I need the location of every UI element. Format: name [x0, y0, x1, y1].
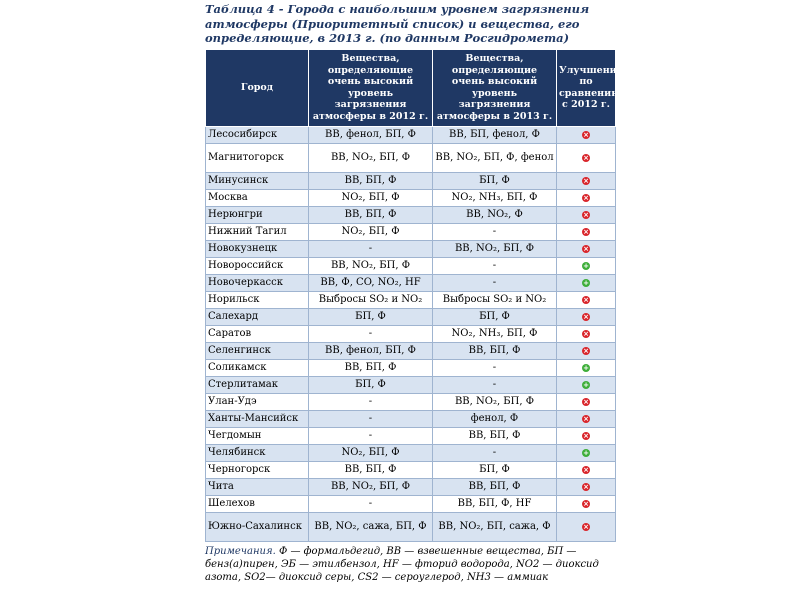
- city-cell: Лесосибирск: [206, 126, 309, 143]
- table-row: [206, 206, 616, 223]
- table-notes: [205, 545, 615, 584]
- improvement-cell: [557, 189, 616, 206]
- not-improved-icon: ×: [583, 153, 589, 162]
- table-row: [206, 495, 616, 512]
- substances-2013-cell: ВВ, БП, фенол, Ф: [433, 126, 557, 143]
- table-row: [206, 427, 616, 444]
- improvement-cell: [557, 274, 616, 291]
- table-row: [206, 223, 616, 240]
- city-cell: Чита: [206, 478, 309, 495]
- not-improved-icon: ×: [583, 176, 589, 185]
- not-improved-icon: ×: [583, 295, 589, 304]
- improvement-cell: [557, 223, 616, 240]
- city-cell: Ханты-Мансийск: [206, 410, 309, 427]
- substances-2012-cell: NO₂, БП, Ф: [309, 444, 433, 461]
- document: [205, 2, 623, 584]
- not-improved-icon: ×: [583, 414, 589, 423]
- substances-2013-cell: ВВ, БП, Ф: [433, 342, 557, 359]
- substances-2013-cell: БП, Ф: [433, 308, 557, 325]
- substances-2013-cell: БП, Ф: [433, 172, 557, 189]
- table-row: [206, 342, 616, 359]
- not-improved-icon: ×: [583, 329, 589, 338]
- improvement-cell: [557, 325, 616, 342]
- city-cell: Новороссийск: [206, 257, 309, 274]
- notes-text: Ф — формальдегид, ВВ — взвешенные вещества, БП — бенз(а)пирен, ЭБ — этилбензол, HF — фторид водорода, NO2 — диоксид азота, SO2— диоксид серы, CS2 — сероуглерод, NH3 — аммиак: [205, 545, 599, 583]
- city-cell: Челябинск: [206, 444, 309, 461]
- substances-2012-cell: ВВ, БП, Ф: [309, 206, 433, 223]
- substances-2012-cell: ВВ, NO₂, БП, Ф: [309, 257, 433, 274]
- improvement-cell: [557, 257, 616, 274]
- not-improved-icon: ×: [583, 130, 589, 139]
- improvement-cell: [557, 126, 616, 143]
- substances-2013-cell: ВВ, БП, Ф: [433, 478, 557, 495]
- city-cell: Улан-Удэ: [206, 393, 309, 410]
- improvement-cell: [557, 240, 616, 257]
- improvement-cell: [557, 206, 616, 223]
- table-row: [206, 461, 616, 478]
- city-cell: Новочеркасск: [206, 274, 309, 291]
- substances-2012-cell: -: [309, 393, 433, 410]
- not-improved-icon: ×: [583, 346, 589, 355]
- table-caption: Таблица 4 - Города с наибольшим уровнем загрязнения атмосферы (Приоритетный список) и вещества, его определяющие, в 2013 г. (по данным Росгидромета): [205, 2, 590, 45]
- substances-2012-cell: Выбросы SO₂ и NO₂: [309, 291, 433, 308]
- not-improved-icon: ×: [583, 431, 589, 440]
- city-cell: Селенгинск: [206, 342, 309, 359]
- substances-2012-cell: -: [309, 495, 433, 512]
- city-cell: Саратов: [206, 325, 309, 342]
- column-header-2012: Вещества, определяющие очень высокий уровень загрязнения атмосферы в 2012 г.: [309, 49, 433, 126]
- improvement-cell: [557, 342, 616, 359]
- substances-2012-cell: ВВ, БП, Ф: [309, 461, 433, 478]
- table-row: [206, 172, 616, 189]
- improvement-cell: [557, 495, 616, 512]
- city-cell: Салехард: [206, 308, 309, 325]
- city-cell: Москва: [206, 189, 309, 206]
- column-header-city: Город: [206, 49, 309, 126]
- city-cell: Соликамск: [206, 359, 309, 376]
- not-improved-icon: ×: [583, 227, 589, 236]
- substances-2013-cell: NO₂, NH₃, БП, Ф: [433, 189, 557, 206]
- table-row: [206, 444, 616, 461]
- not-improved-icon: ×: [583, 244, 589, 253]
- table-row: [206, 308, 616, 325]
- not-improved-icon: ×: [583, 193, 589, 202]
- improved-icon: +: [583, 380, 589, 389]
- improvement-cell: [557, 427, 616, 444]
- table-row: [206, 376, 616, 393]
- substances-2012-cell: ВВ, БП, Ф: [309, 172, 433, 189]
- table-row: [206, 274, 616, 291]
- improvement-cell: [557, 172, 616, 189]
- city-cell: Нижний Тагил: [206, 223, 309, 240]
- city-cell: Южно-Сахалинск: [206, 512, 309, 541]
- table-row: [206, 257, 616, 274]
- improved-icon: +: [583, 363, 589, 372]
- substances-2012-cell: ВВ, БП, Ф: [309, 359, 433, 376]
- improvement-cell: [557, 512, 616, 541]
- table-row: [206, 359, 616, 376]
- table-row: [206, 478, 616, 495]
- column-header-improvement: Улучшение по сравнению с 2012 г.: [557, 49, 616, 126]
- city-cell: Нерюнгри: [206, 206, 309, 223]
- improvement-cell: [557, 478, 616, 495]
- substances-2013-cell: Выбросы SO₂ и NO₂: [433, 291, 557, 308]
- table-row: [206, 325, 616, 342]
- improvement-cell: [557, 308, 616, 325]
- substances-2012-cell: -: [309, 240, 433, 257]
- not-improved-icon: ×: [583, 210, 589, 219]
- substances-2012-cell: -: [309, 325, 433, 342]
- table-header: [206, 49, 623, 126]
- table-row: [206, 410, 616, 427]
- table-row: [206, 512, 616, 541]
- substances-2013-cell: ВВ, NO₂, БП, Ф, фенол: [433, 143, 557, 172]
- not-improved-icon: ×: [583, 465, 589, 474]
- improvement-cell: [557, 376, 616, 393]
- substances-2013-cell: -: [433, 444, 557, 461]
- city-cell: Черногорск: [206, 461, 309, 478]
- improvement-cell: [557, 393, 616, 410]
- table-row: [206, 126, 616, 143]
- substances-2013-cell: -: [433, 223, 557, 240]
- substances-2012-cell: ВВ, Ф, CO, NO₂, HF: [309, 274, 433, 291]
- table-row: [206, 189, 616, 206]
- substances-2012-cell: ВВ, NO₂, БП, Ф: [309, 478, 433, 495]
- substances-2013-cell: фенол, Ф: [433, 410, 557, 427]
- substances-2012-cell: NO₂, БП, Ф: [309, 223, 433, 240]
- city-cell: Магнитогорск: [206, 143, 309, 172]
- substances-2012-cell: ВВ, фенол, БП, Ф: [309, 342, 433, 359]
- not-improved-icon: ×: [583, 397, 589, 406]
- substances-2012-cell: -: [309, 410, 433, 427]
- not-improved-icon: ×: [583, 499, 589, 508]
- table-row: [206, 143, 616, 172]
- substances-2012-cell: ВВ, NO₂, сажа, БП, Ф: [309, 512, 433, 541]
- improvement-cell: [557, 291, 616, 308]
- substances-2013-cell: ВВ, NO₂, БП, Ф: [433, 393, 557, 410]
- improvement-cell: [557, 410, 616, 427]
- substances-2013-cell: БП, Ф: [433, 461, 557, 478]
- improved-icon: +: [583, 278, 589, 287]
- substances-2013-cell: -: [433, 359, 557, 376]
- city-cell: Минусинск: [206, 172, 309, 189]
- substances-2013-cell: -: [433, 376, 557, 393]
- substances-2013-cell: ВВ, NO₂, Ф: [433, 206, 557, 223]
- substances-2012-cell: БП, Ф: [309, 308, 433, 325]
- notes-label: Примечания.: [205, 545, 276, 557]
- substances-2012-cell: ВВ, фенол, БП, Ф: [309, 126, 433, 143]
- substances-2013-cell: ВВ, БП, Ф: [433, 427, 557, 444]
- not-improved-icon: ×: [583, 312, 589, 321]
- substances-2012-cell: ВВ, NO₂, БП, Ф: [309, 143, 433, 172]
- column-header-2013: Вещества, определяющие очень высокий уровень загрязнения атмосферы в 2013 г.: [433, 49, 557, 126]
- substances-2013-cell: -: [433, 257, 557, 274]
- improved-icon: +: [583, 261, 589, 270]
- table-row: [206, 291, 616, 308]
- substances-2012-cell: NO₂, БП, Ф: [309, 189, 433, 206]
- improvement-cell: [557, 444, 616, 461]
- table-body: [206, 126, 616, 541]
- substances-2012-cell: БП, Ф: [309, 376, 433, 393]
- substances-2013-cell: NO₂, NH₃, БП, Ф: [433, 325, 557, 342]
- not-improved-icon: ×: [583, 522, 589, 531]
- pollution-table: [205, 49, 623, 542]
- substances-2012-cell: -: [309, 427, 433, 444]
- city-cell: Стерлитамак: [206, 376, 309, 393]
- substances-2013-cell: ВВ, NO₂, БП, сажа, Ф: [433, 512, 557, 541]
- substances-2013-cell: -: [433, 274, 557, 291]
- substances-2013-cell: ВВ, NO₂, БП, Ф: [433, 240, 557, 257]
- substances-2013-cell: ВВ, БП, Ф, HF: [433, 495, 557, 512]
- city-cell: Шелехов: [206, 495, 309, 512]
- not-improved-icon: ×: [583, 482, 589, 491]
- improvement-cell: [557, 143, 616, 172]
- table-row: [206, 393, 616, 410]
- city-cell: Новокузнецк: [206, 240, 309, 257]
- city-cell: Чегдомын: [206, 427, 309, 444]
- improvement-cell: [557, 359, 616, 376]
- improvement-cell: [557, 461, 616, 478]
- improved-icon: +: [583, 448, 589, 457]
- city-cell: Норильск: [206, 291, 309, 308]
- table-row: [206, 240, 616, 257]
